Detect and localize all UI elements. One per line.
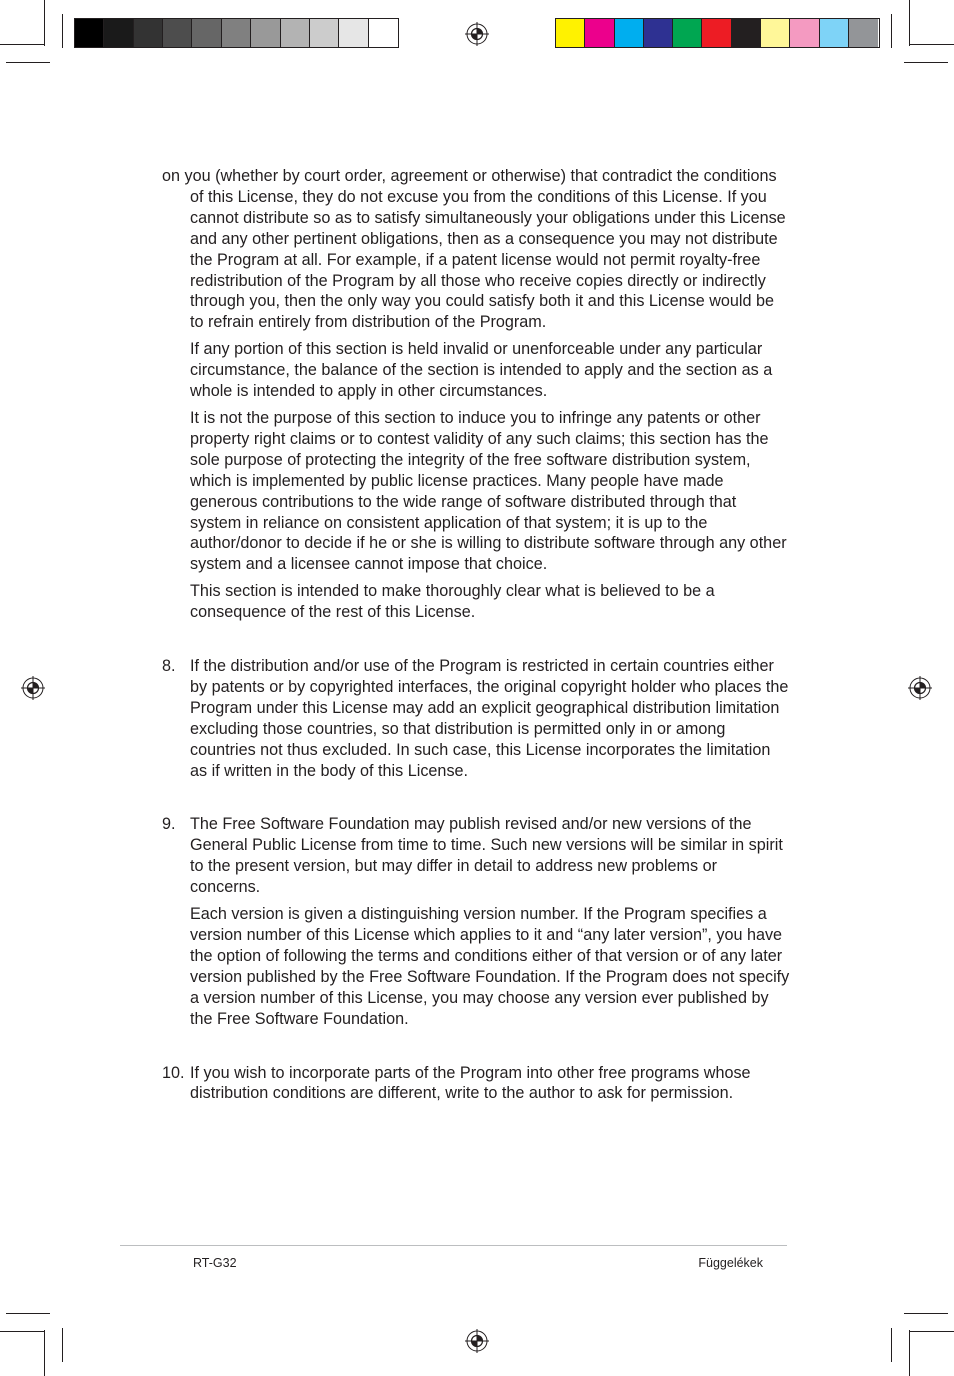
paragraph: The Free Software Foundation may publish revised and/or new versions of the General Public License from time to time. Such new versions will be similar in spirit to the present version, but may differ in detail to address new problems or concerns.: [190, 815, 783, 897]
paragraph: Each version is given a distinguishing version number. If the Program specifies a version number of this License which applies to it and “any later version”, you have the option of following the terms and conditions either of that version or of any later version published by the Free Software Foundation. If the Program does not specify a version number of this License, you may choose any version ever published by the Free Software Foundation.: [190, 905, 790, 1028]
color-swatch: [163, 19, 192, 47]
color-swatch: [673, 19, 702, 47]
crop-mark: [0, 44, 44, 45]
crop-mark: [44, 0, 45, 46]
crop-mark: [910, 1331, 954, 1332]
color-swatch: [585, 19, 614, 47]
section-number: 10.: [162, 1063, 185, 1082]
section-number: 9.: [162, 815, 176, 834]
crop-mark: [909, 0, 910, 46]
registration-mark-icon: [908, 676, 932, 700]
color-swatch: [644, 19, 673, 47]
color-swatch: [761, 19, 790, 47]
crop-mark: [904, 62, 948, 63]
color-swatch: [222, 19, 251, 47]
crop-mark: [910, 44, 954, 45]
color-swatch: [732, 19, 761, 47]
footer-section: Függelékek: [698, 1256, 763, 1270]
crop-mark: [904, 1313, 948, 1314]
registration-mark-icon: [465, 22, 489, 46]
license-text-body: [162, 166, 790, 1110]
section-8: [162, 656, 790, 781]
paragraph: This section is intended to make thoroughly clear what is believed to be a consequence of the rest of this License.: [190, 582, 715, 622]
color-swatch: [556, 19, 585, 47]
crop-mark: [891, 1328, 892, 1362]
crop-mark: [44, 1330, 45, 1376]
color-swatch: [281, 19, 310, 47]
paragraph: If any portion of this section is held invalid or unenforceable under any particular circumstance, the balance of the section is intended to apply and the section as a whole is intended to apply in other circumstances.: [190, 340, 773, 401]
color-swatch: [820, 19, 849, 47]
registration-mark-icon: [21, 676, 45, 700]
crop-mark: [891, 14, 892, 48]
paragraph: It is not the purpose of this section to induce you to infringe any patents or other property right claims or to contest validity of any such claims; this section has the sole purpose of protecting the integrity of the free software distribution system, which is implemented by public license practices. Many people have made generous contributions to the wide range of software distributed through that system in reliance on consistent application of that system; it is up to the author/donor to decide if he or she is willing to distribute software through any other system and a licensee cannot impose that choice.: [190, 408, 787, 574]
crop-mark: [62, 14, 63, 48]
color-swatch: [849, 19, 878, 47]
color-swatch: [192, 19, 221, 47]
paragraph: If the distribution and/or use of the Program is restricted in certain countries either by patents or by copyrighted interfaces, the original copyright holder who places the Program under this License may add an explicit geographical distribution limitation excluding those countries, so that distribution is permitted only in or among countries not thus excluded. In such case, this License incorporates the limitation as if written in the body of this License.: [190, 657, 789, 780]
paragraph: If you wish to incorporate parts of the Program into other free programs whose distribution conditions are different, write to the author to ask for permission.: [190, 1063, 751, 1103]
paragraph: on you (whether by court order, agreement or otherwise) that contradict the conditions of this License, they do not excuse you from the conditions of this License. If you cannot distribute so as to satisfy simultaneously your obligations under this License and any other pertinent obligations, then as a consequence you may not distribute the Program at all. For example, if a patent license would not permit royalty-free redistribution of the Program by all those who receive copies directly or indirectly through you, then the only way you could satisfy both it and this License would be to refrain entirely from distribution of the Program.: [162, 167, 786, 332]
color-swatch: [251, 19, 280, 47]
section-number: 8.: [162, 657, 176, 676]
color-swatch: [702, 19, 731, 47]
registration-mark-icon: [465, 1329, 489, 1353]
crop-mark: [62, 1328, 63, 1362]
crop-mark: [909, 1330, 910, 1376]
grayscale-color-bar: [74, 18, 399, 48]
color-swatch: [790, 19, 819, 47]
crop-mark: [6, 1313, 50, 1314]
color-swatch: [339, 19, 368, 47]
color-swatch: [310, 19, 339, 47]
section-9: [162, 814, 790, 1029]
color-swatch: [369, 19, 398, 47]
footer-divider: [120, 1245, 787, 1246]
color-swatch: [134, 19, 163, 47]
color-swatch: [615, 19, 644, 47]
footer-model: RT-G32: [193, 1256, 237, 1270]
color-swatch: [75, 19, 104, 47]
section-10: [162, 1063, 790, 1105]
color-swatch: [104, 19, 133, 47]
crop-mark: [6, 62, 50, 63]
process-color-bar: [555, 18, 880, 48]
crop-mark: [0, 1331, 44, 1332]
